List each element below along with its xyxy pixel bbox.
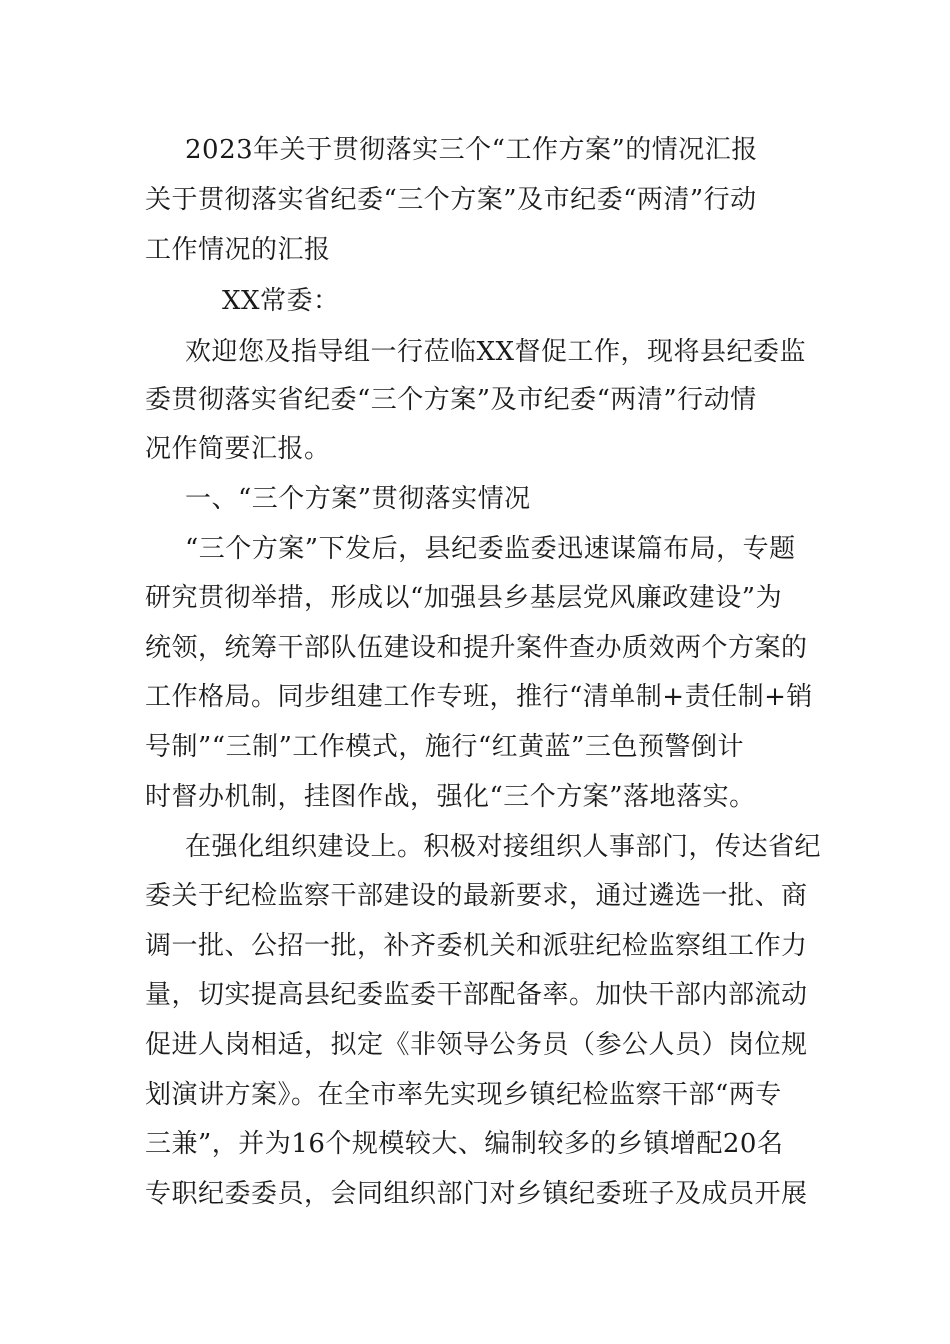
paragraph-line: 况作简要汇报。 xyxy=(145,434,331,464)
paragraph-line: 工作格局。同步组建工作专班，推行“清单制+责任制+销 xyxy=(145,682,813,712)
paragraph-line: 号制”“三制”工作模式，施行“红黄蓝”三色预警倒计 xyxy=(145,732,744,762)
paragraph-line: 统领，统筹干部队伍建设和提升案件查办质效两个方案的 xyxy=(145,633,808,663)
document-subtitle-line-1: 关于贯彻落实省纪委“三个方案”及市纪委“两清”行动 xyxy=(145,185,757,215)
section-heading: 一、“三个方案”贯彻落实情况 xyxy=(185,484,531,514)
paragraph-line: 在强化组织建设上。积极对接组织人事部门，传达省纪 xyxy=(185,832,822,862)
paragraph-line: 划演讲方案》。在全市率先实现乡镇纪检监察干部“两专 xyxy=(145,1080,782,1110)
paragraph-line: 时督办机制，挂图作战，强化“三个方案”落地落实。 xyxy=(145,782,756,812)
paragraph-line: “三个方案”下发后，县纪委监委迅速谋篇布局，专题 xyxy=(185,534,796,564)
paragraph-line: 委贯彻落实省纪委“三个方案”及市纪委“两清”行动情 xyxy=(145,385,757,415)
paragraph-line: 三兼”，并为16个规模较大、编制较多的乡镇增配20名 xyxy=(145,1129,784,1159)
document-title: 2023年关于贯彻落实三个“工作方案”的情况汇报 xyxy=(185,135,758,165)
paragraph-line: 促进人岗相适，拟定《非领导公务员（参公人员）岗位规 xyxy=(145,1030,808,1060)
paragraph-line: 调一批、公招一批，补齐委机关和派驻纪检监察组工作力 xyxy=(145,931,808,961)
paragraph-line: 委关于纪检监察干部建设的最新要求，通过遴选一批、商 xyxy=(145,881,808,911)
document-subtitle-line-2: 工作情况的汇报 xyxy=(145,235,331,265)
paragraph-line: 量，切实提高县纪委监委干部配备率。加快干部内部流动 xyxy=(145,980,808,1010)
paragraph-line: 欢迎您及指导组一行莅临XX督促工作，现将县纪委监 xyxy=(185,337,807,367)
paragraph-line: 专职纪委委员，会同组织部门对乡镇纪委班子及成员开展 xyxy=(145,1179,808,1209)
paragraph-line: 研究贯彻举措，形成以“加强县乡基层党风廉政建设”为 xyxy=(145,583,783,613)
salutation: XX常委： xyxy=(222,286,340,316)
